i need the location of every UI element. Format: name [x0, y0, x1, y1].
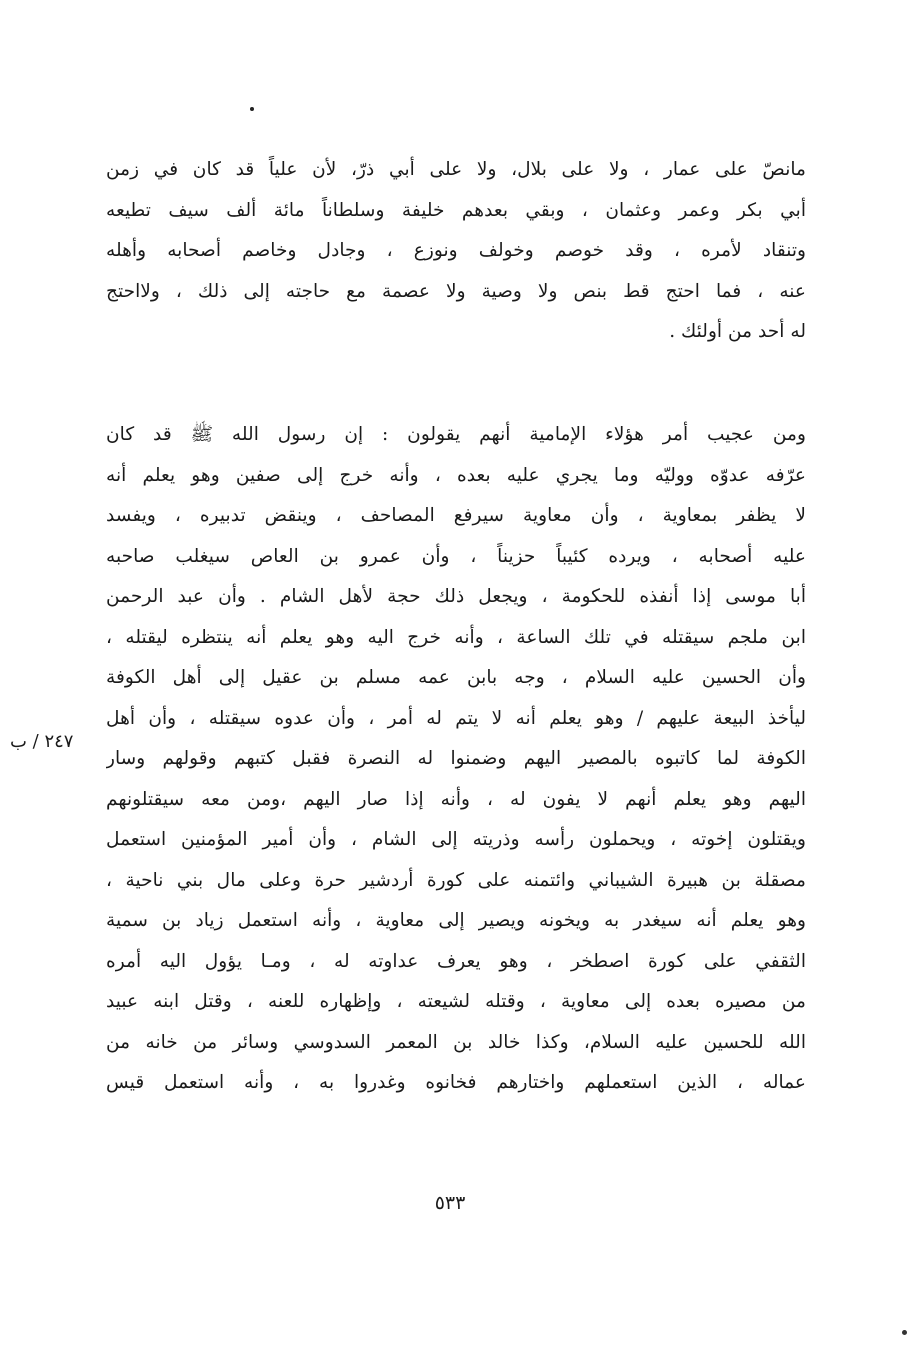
text-line: أبي بكر وعمر وعثمان ، وبقي بعدهم خليفة وسلطاناً مائة ألف سيف تطيعه	[106, 199, 806, 221]
text-line: عنه ، فما احتج قط بنص ولا وصية ولا عصمة مع حاجته إلى ذلك ، ولااحتج	[106, 280, 806, 302]
manuscript-folio-note: ٢٤٧ / ب	[10, 731, 74, 752]
paragraph-1	[106, 150, 806, 353]
text-line: الثقفي على كورة اصطخر ، وهو يعرف عداوته له ، ومـا يؤول اليه أمره	[106, 950, 806, 972]
ink-dot	[250, 107, 254, 111]
text-line: وأن الحسين عليه السلام ، وجه بابن عمه مسلم بن عقيل إلى أهل الكوفة	[106, 667, 806, 688]
ink-dot	[902, 1330, 907, 1335]
text-line: أبا موسى إذا أنفذه للحكومة ، ويجعل ذلك حجة لأهل الشام . وأن عبد الرحمن	[106, 586, 806, 607]
text-line: ابن ملجم سيقتله في تلك الساعة ، وأنه خرج اليه وهو يعلم أنه ينتظره ليقتله ،	[106, 626, 806, 648]
text-line: ليأخذ البيعة عليهم / وهو يعلم أنه لا يتم له أمر ، وأن عدوه سيقتله ، وأن أهل	[106, 707, 806, 729]
text-line: لا يظفر بمعاوية ، وأن معاوية سيرفع المصاحف ، وينقض تدبيره ، ويفسد	[106, 505, 806, 526]
page-number: ٥٣٣	[434, 1192, 466, 1214]
text-line: من مصيره بعده إلى معاوية ، وقتله لشيعته ، وإظهاره للعنه ، وقتل ابنه عبيد	[106, 991, 806, 1012]
text-line: مانصّ على عمار ، ولا على بلال، ولا على أبي ذرّ، لأن علياً قد كان في زمن	[106, 159, 806, 180]
text-line: عماله ، الذين استعملهم واختارهم فخانوه وغدروا به ، وأنه استعمل قيس	[106, 1072, 806, 1093]
text-line: ومن عجيب أمر هؤلاء الإمامية أنهم يقولون : إن رسول الله ﷺ قد كان	[106, 424, 806, 445]
text-line: اليهم وهو يعلم أنهم لا يفون له ، وأنه إذا صار اليهم ،ومن معه سيقتلونهم	[106, 788, 806, 810]
text-line: ويقتلون إخوته ، ويحملون رأسه وذريته إلى الشام ، وأن أمير المؤمنين استعمل	[106, 829, 806, 850]
text-line: مصقلة بن هبيرة الشيباني وائتمنه على كورة أردشير حرة وعلى مال بني ناحية ،	[106, 869, 806, 891]
text-line: له أحد من أولئك .	[669, 321, 806, 342]
text-line: عرّفه عدوّه ووليّه وما يجري عليه بعده ، وأنه خرج إلى صفين وهو يعلم أنه	[106, 464, 806, 486]
text-line: عليه أصحابه ، ويرده كئيباً حزيناً ، وأن عمرو بن العاص سيغلب صاحبه	[106, 545, 806, 567]
text-line: وهو يعلم أنه سيغدر به ويخونه ويصير إلى معاوية ، وأنه استعمل زياد بن سمية	[106, 910, 806, 931]
paragraph-2	[106, 415, 806, 1104]
text-line: الكوفة لما كاتبوه بالمصير اليهم وضمنوا له النصرة فقبل كتبهم وقولهم وسار	[106, 748, 806, 769]
text-line: الله للحسين عليه السلام، وكذا خالد بن المعمر السدوسي وسائر من خانه من	[106, 1031, 806, 1053]
text-line: وتنقاد لأمره ، وقد خوصم وخولف ونوزع ، وجادل وخاصم أصحابه وأهله	[106, 240, 806, 261]
